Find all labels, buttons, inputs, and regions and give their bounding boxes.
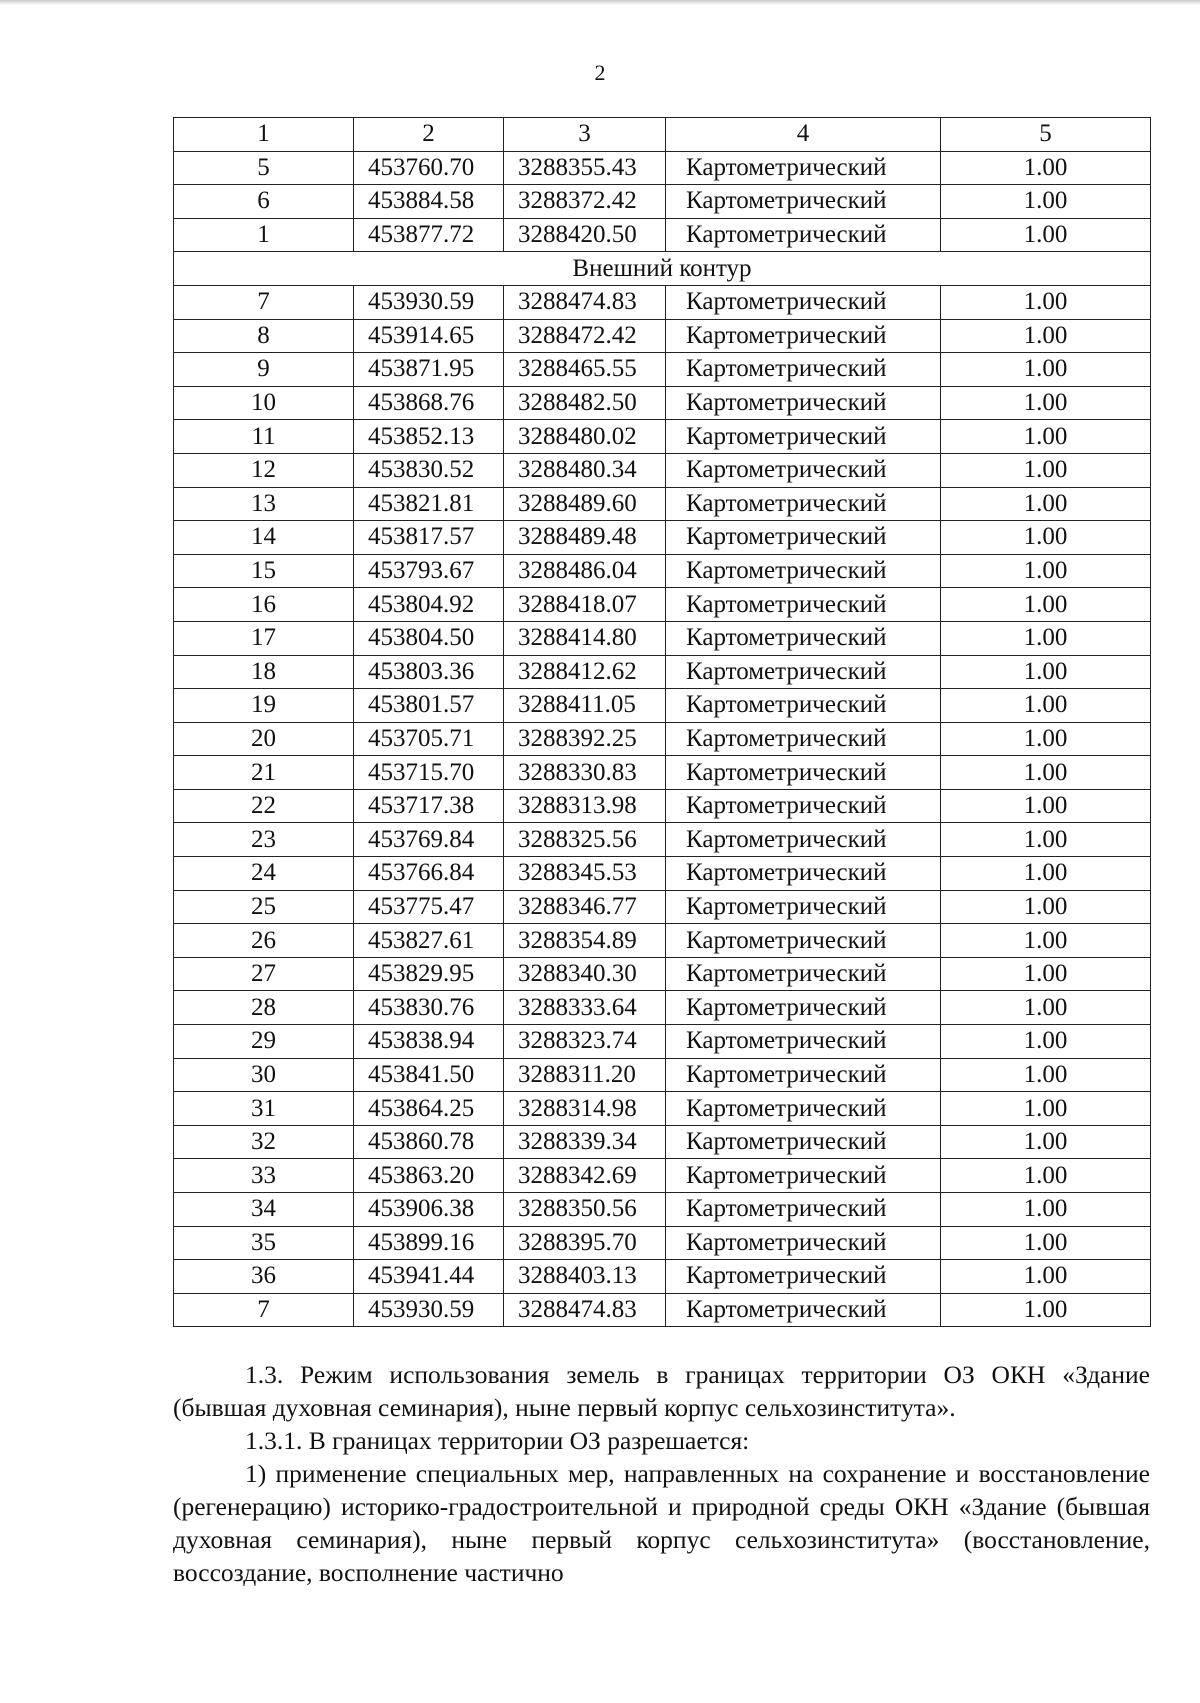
method-cell: Картометрический <box>666 487 941 521</box>
x-coordinate-cell: 453852.13 <box>354 420 504 454</box>
y-coordinate-cell: 3288480.02 <box>504 420 666 454</box>
point-number-cell: 13 <box>174 487 354 521</box>
y-coordinate-cell: 3288325.56 <box>504 823 666 857</box>
table-row <box>174 285 1151 319</box>
table-row <box>174 420 1151 454</box>
header-col-2: 2 <box>354 118 504 152</box>
accuracy-cell: 1.00 <box>941 789 1151 823</box>
point-number-cell: 15 <box>174 554 354 588</box>
accuracy-cell: 1.00 <box>941 1125 1151 1159</box>
method-cell: Картометрический <box>666 924 941 958</box>
method-cell: Картометрический <box>666 857 941 891</box>
method-cell: Картометрический <box>666 185 941 219</box>
method-cell: Картометрический <box>666 285 941 319</box>
point-number-cell: 16 <box>174 588 354 622</box>
y-coordinate-cell: 3288489.48 <box>504 521 666 555</box>
y-coordinate-cell: 3288486.04 <box>504 554 666 588</box>
point-number-cell: 19 <box>174 689 354 723</box>
x-coordinate-cell: 453838.94 <box>354 1025 504 1059</box>
table-row <box>174 924 1151 958</box>
point-number-cell: 22 <box>174 789 354 823</box>
point-number-cell: 10 <box>174 386 354 420</box>
point-number-cell: 25 <box>174 890 354 924</box>
method-cell: Картометрический <box>666 554 941 588</box>
method-cell: Картометрический <box>666 991 941 1025</box>
method-cell: Картометрический <box>666 1293 941 1327</box>
point-number-cell: 26 <box>174 924 354 958</box>
x-coordinate-cell: 453841.50 <box>354 1058 504 1092</box>
accuracy-cell: 1.00 <box>941 1193 1151 1227</box>
method-cell: Картометрический <box>666 756 941 790</box>
point-number-cell: 23 <box>174 823 354 857</box>
table-row <box>174 1159 1151 1193</box>
y-coordinate-cell: 3288418.07 <box>504 588 666 622</box>
y-coordinate-cell: 3288414.80 <box>504 621 666 655</box>
accuracy-cell: 1.00 <box>941 487 1151 521</box>
y-coordinate-cell: 3288340.30 <box>504 957 666 991</box>
accuracy-cell: 1.00 <box>941 621 1151 655</box>
accuracy-cell: 1.00 <box>941 1226 1151 1260</box>
body-text <box>173 1358 1150 1589</box>
point-number-cell: 12 <box>174 453 354 487</box>
point-number-cell: 33 <box>174 1159 354 1193</box>
method-cell: Картометрический <box>666 386 941 420</box>
table-row <box>174 487 1151 521</box>
point-number-cell: 28 <box>174 991 354 1025</box>
table-header-row <box>174 118 1151 152</box>
method-cell: Картометрический <box>666 1092 941 1126</box>
y-coordinate-cell: 3288342.69 <box>504 1159 666 1193</box>
y-coordinate-cell: 3288465.55 <box>504 353 666 387</box>
y-coordinate-cell: 3288411.05 <box>504 689 666 723</box>
accuracy-cell: 1.00 <box>941 185 1151 219</box>
header-col-5: 5 <box>941 118 1151 152</box>
point-number-cell: 20 <box>174 722 354 756</box>
method-cell: Картометрический <box>666 353 941 387</box>
point-number-cell: 35 <box>174 1226 354 1260</box>
table-row <box>174 1226 1151 1260</box>
method-cell: Картометрический <box>666 890 941 924</box>
method-cell: Картометрический <box>666 151 941 185</box>
table-row <box>174 319 1151 353</box>
table-row <box>174 1260 1151 1294</box>
paragraph-1-3-1: 1.3.1. В границах территории ОЗ разрешается: <box>245 1426 750 1455</box>
method-cell: Картометрический <box>666 420 941 454</box>
x-coordinate-cell: 453821.81 <box>354 487 504 521</box>
method-cell: Картометрический <box>666 1125 941 1159</box>
accuracy-cell: 1.00 <box>941 521 1151 555</box>
x-coordinate-cell: 453793.67 <box>354 554 504 588</box>
accuracy-cell: 1.00 <box>941 689 1151 723</box>
x-coordinate-cell: 453930.59 <box>354 285 504 319</box>
x-coordinate-cell: 453717.38 <box>354 789 504 823</box>
table-row <box>174 857 1151 891</box>
x-coordinate-cell: 453827.61 <box>354 924 504 958</box>
y-coordinate-cell: 3288313.98 <box>504 789 666 823</box>
accuracy-cell: 1.00 <box>941 1159 1151 1193</box>
accuracy-cell: 1.00 <box>941 890 1151 924</box>
point-number-cell: 30 <box>174 1058 354 1092</box>
accuracy-cell: 1.00 <box>941 1260 1151 1294</box>
y-coordinate-cell: 3288403.13 <box>504 1260 666 1294</box>
method-cell: Картометрический <box>666 789 941 823</box>
method-cell: Картометрический <box>666 689 941 723</box>
y-coordinate-cell: 3288354.89 <box>504 924 666 958</box>
y-coordinate-cell: 3288392.25 <box>504 722 666 756</box>
point-number-cell: 17 <box>174 621 354 655</box>
accuracy-cell: 1.00 <box>941 453 1151 487</box>
y-coordinate-cell: 3288333.64 <box>504 991 666 1025</box>
header-col-3: 3 <box>504 118 666 152</box>
y-coordinate-cell: 3288412.62 <box>504 655 666 689</box>
x-coordinate-cell: 453760.70 <box>354 151 504 185</box>
table-row <box>174 756 1151 790</box>
x-coordinate-cell: 453804.92 <box>354 588 504 622</box>
point-number-cell: 1 <box>174 218 354 252</box>
x-coordinate-cell: 453864.25 <box>354 1092 504 1126</box>
header-col-4: 4 <box>666 118 941 152</box>
y-coordinate-cell: 3288395.70 <box>504 1226 666 1260</box>
method-cell: Картометрический <box>666 823 941 857</box>
accuracy-cell: 1.00 <box>941 1293 1151 1327</box>
table-row <box>174 722 1151 756</box>
y-coordinate-cell: 3288355.43 <box>504 151 666 185</box>
y-coordinate-cell: 3288489.60 <box>504 487 666 521</box>
accuracy-cell: 1.00 <box>941 924 1151 958</box>
point-number-cell: 7 <box>174 1293 354 1327</box>
table-row <box>174 655 1151 689</box>
method-cell: Картометрический <box>666 319 941 353</box>
accuracy-cell: 1.00 <box>941 756 1151 790</box>
accuracy-cell: 1.00 <box>941 1058 1151 1092</box>
x-coordinate-cell: 453906.38 <box>354 1193 504 1227</box>
accuracy-cell: 1.00 <box>941 991 1151 1025</box>
accuracy-cell: 1.00 <box>941 823 1151 857</box>
y-coordinate-cell: 3288323.74 <box>504 1025 666 1059</box>
point-number-cell: 9 <box>174 353 354 387</box>
point-number-cell: 18 <box>174 655 354 689</box>
point-number-cell: 32 <box>174 1125 354 1159</box>
point-number-cell: 8 <box>174 319 354 353</box>
point-number-cell: 6 <box>174 185 354 219</box>
method-cell: Картометрический <box>666 218 941 252</box>
y-coordinate-cell: 3288474.83 <box>504 285 666 319</box>
x-coordinate-cell: 453817.57 <box>354 521 504 555</box>
accuracy-cell: 1.00 <box>941 957 1151 991</box>
method-cell: Картометрический <box>666 1193 941 1227</box>
x-coordinate-cell: 453899.16 <box>354 1226 504 1260</box>
point-number-cell: 27 <box>174 957 354 991</box>
table-row <box>174 185 1151 219</box>
point-number-cell: 14 <box>174 521 354 555</box>
header-col-1: 1 <box>174 118 354 152</box>
table-row <box>174 353 1151 387</box>
coordinates-table <box>173 117 1151 1327</box>
y-coordinate-cell: 3288482.50 <box>504 386 666 420</box>
method-cell: Картометрический <box>666 722 941 756</box>
point-number-cell: 5 <box>174 151 354 185</box>
table-row <box>174 957 1151 991</box>
x-coordinate-cell: 453829.95 <box>354 957 504 991</box>
method-cell: Картометрический <box>666 588 941 622</box>
page-number: 2 <box>594 60 606 85</box>
paragraph-item-1: 1) применение специальных мер, направленных на сохранение и восстановление (регенерацию) историко-градостроительной и природной среды ОКН «Здание (бывшая духовная семинария), ныне первый корпус сельхозинститута» (восстановление, воссоздание, восполнение частично <box>173 1459 1150 1587</box>
table-row <box>174 1193 1151 1227</box>
accuracy-cell: 1.00 <box>941 218 1151 252</box>
paragraph-1-3: 1.3. Режим использования земель в границах территории ОЗ ОКН «Здание (бывшая духовная семинария), ныне первый корпус сельхозинститута». <box>173 1360 1150 1422</box>
x-coordinate-cell: 453863.20 <box>354 1159 504 1193</box>
point-number-cell: 29 <box>174 1025 354 1059</box>
table-row <box>174 1293 1151 1327</box>
table-row <box>174 823 1151 857</box>
x-coordinate-cell: 453775.47 <box>354 890 504 924</box>
x-coordinate-cell: 453803.36 <box>354 655 504 689</box>
accuracy-cell: 1.00 <box>941 655 1151 689</box>
point-number-cell: 31 <box>174 1092 354 1126</box>
accuracy-cell: 1.00 <box>941 554 1151 588</box>
table-row <box>174 554 1151 588</box>
y-coordinate-cell: 3288474.83 <box>504 1293 666 1327</box>
method-cell: Картометрический <box>666 521 941 555</box>
accuracy-cell: 1.00 <box>941 386 1151 420</box>
x-coordinate-cell: 453884.58 <box>354 185 504 219</box>
table-row <box>174 588 1151 622</box>
x-coordinate-cell: 453830.52 <box>354 453 504 487</box>
x-coordinate-cell: 453705.71 <box>354 722 504 756</box>
table-row <box>174 789 1151 823</box>
accuracy-cell: 1.00 <box>941 319 1151 353</box>
point-number-cell: 11 <box>174 420 354 454</box>
x-coordinate-cell: 453715.70 <box>354 756 504 790</box>
x-coordinate-cell: 453860.78 <box>354 1125 504 1159</box>
y-coordinate-cell: 3288472.42 <box>504 319 666 353</box>
table-row <box>174 151 1151 185</box>
method-cell: Картометрический <box>666 1025 941 1059</box>
accuracy-cell: 1.00 <box>941 353 1151 387</box>
method-cell: Картометрический <box>666 621 941 655</box>
table-row <box>174 521 1151 555</box>
point-number-cell: 7 <box>174 285 354 319</box>
accuracy-cell: 1.00 <box>941 285 1151 319</box>
table-row <box>174 991 1151 1025</box>
y-coordinate-cell: 3288345.53 <box>504 857 666 891</box>
accuracy-cell: 1.00 <box>941 420 1151 454</box>
x-coordinate-cell: 453877.72 <box>354 218 504 252</box>
x-coordinate-cell: 453868.76 <box>354 386 504 420</box>
method-cell: Картометрический <box>666 1159 941 1193</box>
table-row <box>174 453 1151 487</box>
y-coordinate-cell: 3288350.56 <box>504 1193 666 1227</box>
accuracy-cell: 1.00 <box>941 588 1151 622</box>
method-cell: Картометрический <box>666 1260 941 1294</box>
y-coordinate-cell: 3288339.34 <box>504 1125 666 1159</box>
y-coordinate-cell: 3288480.34 <box>504 453 666 487</box>
accuracy-cell: 1.00 <box>941 1025 1151 1059</box>
accuracy-cell: 1.00 <box>941 151 1151 185</box>
x-coordinate-cell: 453930.59 <box>354 1293 504 1327</box>
x-coordinate-cell: 453871.95 <box>354 353 504 387</box>
point-number-cell: 36 <box>174 1260 354 1294</box>
section-row <box>174 252 1151 286</box>
table-row <box>174 689 1151 723</box>
table-row <box>174 386 1151 420</box>
method-cell: Картометрический <box>666 453 941 487</box>
method-cell: Картометрический <box>666 1226 941 1260</box>
x-coordinate-cell: 453766.84 <box>354 857 504 891</box>
scan-edge <box>0 0 1200 5</box>
table-row <box>174 218 1151 252</box>
method-cell: Картометрический <box>666 957 941 991</box>
table-row <box>174 890 1151 924</box>
y-coordinate-cell: 3288372.42 <box>504 185 666 219</box>
accuracy-cell: 1.00 <box>941 722 1151 756</box>
method-cell: Картометрический <box>666 1058 941 1092</box>
accuracy-cell: 1.00 <box>941 857 1151 891</box>
y-coordinate-cell: 3288420.50 <box>504 218 666 252</box>
table-row <box>174 1092 1151 1126</box>
x-coordinate-cell: 453941.44 <box>354 1260 504 1294</box>
x-coordinate-cell: 453769.84 <box>354 823 504 857</box>
coordinates-table-body <box>174 118 1151 1327</box>
x-coordinate-cell: 453830.76 <box>354 991 504 1025</box>
x-coordinate-cell: 453804.50 <box>354 621 504 655</box>
method-cell: Картометрический <box>666 655 941 689</box>
x-coordinate-cell: 453801.57 <box>354 689 504 723</box>
section-title: Внешний контур <box>174 252 1151 286</box>
table-row <box>174 1058 1151 1092</box>
table-row <box>174 621 1151 655</box>
y-coordinate-cell: 3288330.83 <box>504 756 666 790</box>
accuracy-cell: 1.00 <box>941 1092 1151 1126</box>
point-number-cell: 21 <box>174 756 354 790</box>
point-number-cell: 34 <box>174 1193 354 1227</box>
table-row <box>174 1125 1151 1159</box>
table-row <box>174 1025 1151 1059</box>
point-number-cell: 24 <box>174 857 354 891</box>
x-coordinate-cell: 453914.65 <box>354 319 504 353</box>
y-coordinate-cell: 3288314.98 <box>504 1092 666 1126</box>
y-coordinate-cell: 3288346.77 <box>504 890 666 924</box>
y-coordinate-cell: 3288311.20 <box>504 1058 666 1092</box>
